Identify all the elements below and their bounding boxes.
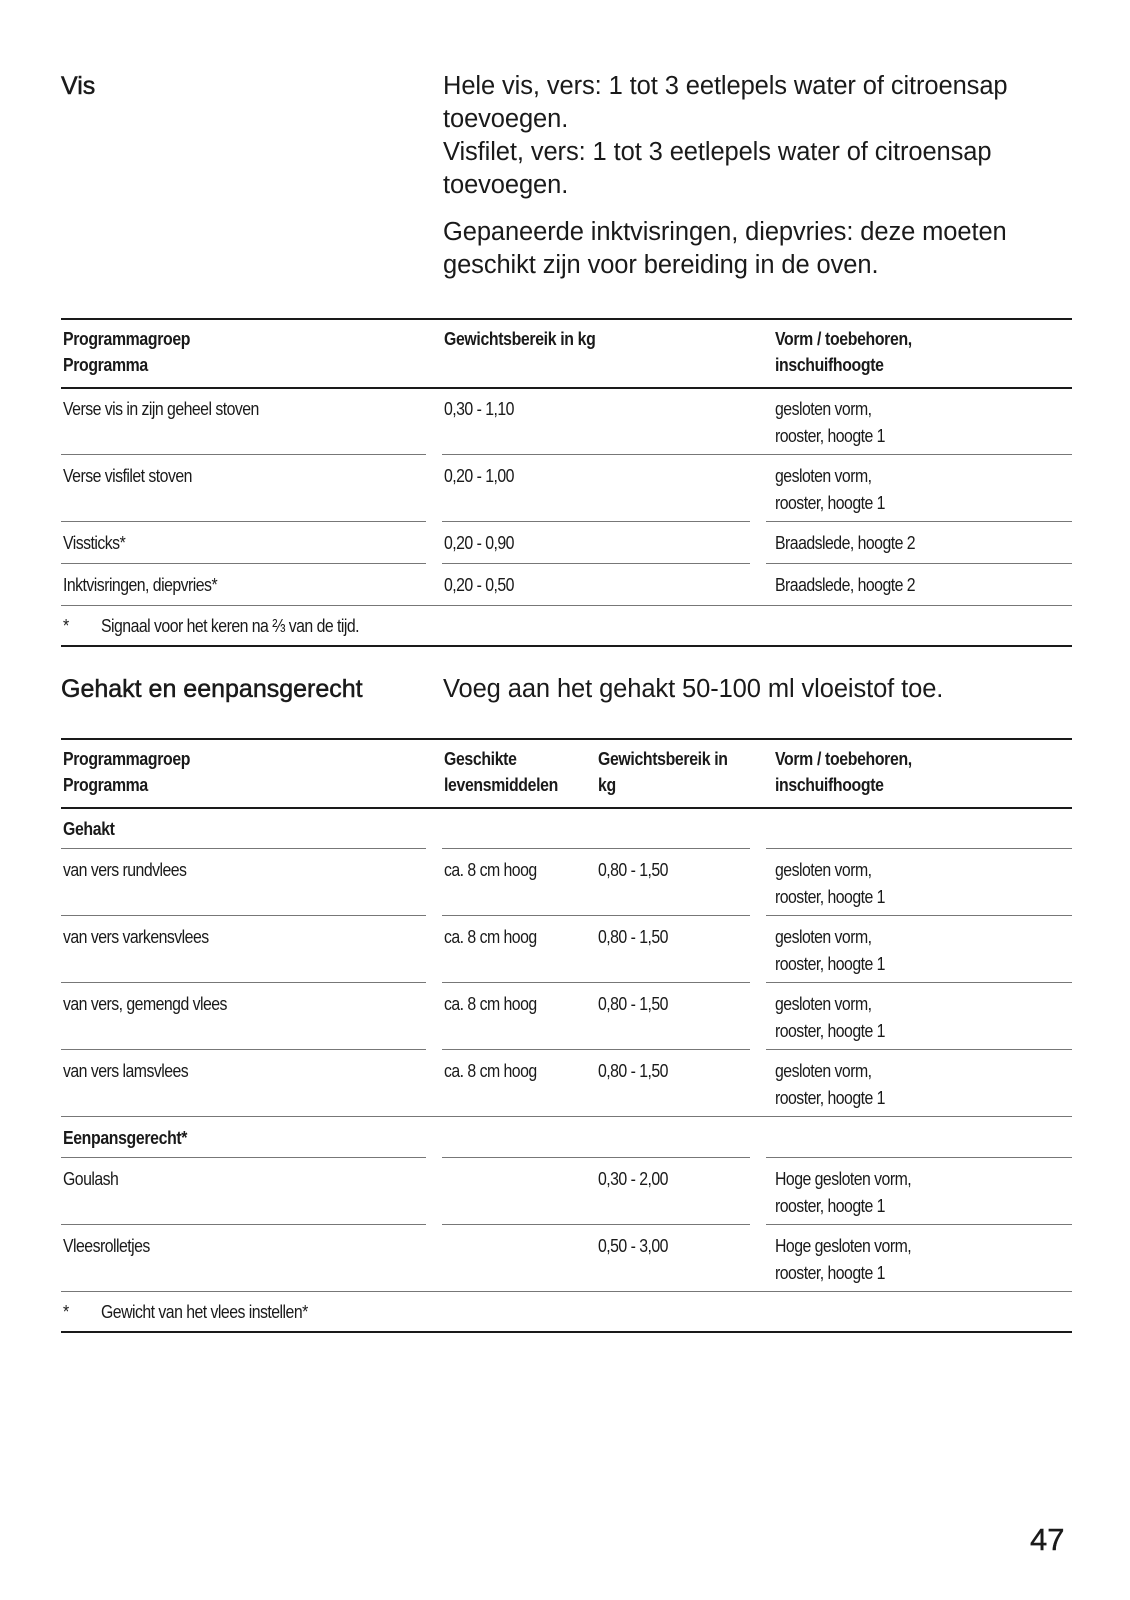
footnote-star: * bbox=[63, 1302, 69, 1322]
table-row-accessory: Hoge gesloten vorm, bbox=[775, 1169, 912, 1189]
row-divider bbox=[442, 982, 750, 983]
table-row-weight: 0,80 - 1,50 bbox=[598, 927, 668, 947]
row-divider bbox=[442, 521, 750, 522]
table-row-name: van vers varkensvlees bbox=[63, 927, 209, 947]
row-divider bbox=[766, 1157, 1072, 1158]
row-divider bbox=[766, 1049, 1072, 1050]
table-row-accessory: gesloten vorm, bbox=[775, 1061, 872, 1081]
table-row-weight: 0,80 - 1,50 bbox=[598, 860, 668, 880]
row-divider bbox=[442, 454, 1072, 455]
table-row-accessory: Braadslede, hoogte 2 bbox=[775, 575, 916, 595]
vis-intro-line: Gepaneerde inktvisringen, diepvries: deze moeten bbox=[443, 218, 1007, 246]
table-row-accessory: gesloten vorm, bbox=[775, 994, 872, 1014]
vis-intro-paragraph-2 bbox=[443, 216, 1083, 282]
table-row-accessory: rooster, hoogte 1 bbox=[775, 1088, 885, 1108]
table-row-food: ca. 8 cm hoog bbox=[444, 994, 537, 1014]
header-programmagroep: Programmagroep bbox=[63, 749, 191, 769]
footnote-text: Gewicht van het vlees instellen* bbox=[101, 1302, 308, 1322]
header-geschikte: Geschikte bbox=[444, 749, 517, 769]
row-divider bbox=[61, 848, 426, 849]
vis-table bbox=[61, 318, 1072, 648]
table-row-name: Vleesrolletjes bbox=[63, 1236, 150, 1256]
table-row-food: ca. 8 cm hoog bbox=[444, 927, 537, 947]
table-row-weight: 0,20 - 0,50 bbox=[444, 575, 514, 595]
table-row-accessory: Hoge gesloten vorm, bbox=[775, 1236, 912, 1256]
row-divider bbox=[61, 1224, 426, 1225]
row-divider bbox=[61, 521, 426, 522]
header-programma: Programma bbox=[63, 775, 148, 795]
group-label-eenpansgerecht: Eenpansgerecht* bbox=[63, 1128, 188, 1148]
table-row-weight: 0,30 - 2,00 bbox=[598, 1169, 668, 1189]
row-divider bbox=[442, 1157, 750, 1158]
table-row-accessory: rooster, hoogte 1 bbox=[775, 493, 885, 513]
table-row-name: Goulash bbox=[63, 1169, 119, 1189]
vis-intro bbox=[443, 70, 1083, 282]
row-divider bbox=[61, 563, 426, 564]
row-divider bbox=[61, 454, 426, 455]
table-row-accessory: rooster, hoogte 1 bbox=[775, 954, 885, 974]
table-row-name: van vers, gemengd vlees bbox=[63, 994, 227, 1014]
table-row-accessory: gesloten vorm, bbox=[775, 466, 872, 486]
table-row-name: van vers rundvlees bbox=[63, 860, 187, 880]
header-levensmiddelen: levensmiddelen bbox=[444, 775, 558, 795]
row-divider bbox=[442, 563, 750, 564]
table-bottom-rule bbox=[61, 1331, 1072, 1333]
table-row-weight: 0,50 - 3,00 bbox=[598, 1236, 668, 1256]
vis-intro-line: Visfilet, vers: 1 tot 3 eetlepels water of citroensap bbox=[443, 138, 992, 166]
table-row-name: Verse visfilet stoven bbox=[63, 466, 192, 486]
row-divider bbox=[766, 982, 1072, 983]
table-row-name: van vers lamsvlees bbox=[63, 1061, 189, 1081]
header-gewichtsbereik: Gewichtsbereik in bbox=[598, 749, 728, 769]
table-row-accessory: gesloten vorm, bbox=[775, 399, 872, 419]
row-divider bbox=[61, 915, 426, 916]
table-bottom-rule bbox=[61, 645, 1072, 647]
row-divider bbox=[61, 1049, 426, 1050]
table-row-accessory: Braadslede, hoogte 2 bbox=[775, 533, 916, 553]
gehakt-intro bbox=[443, 673, 1083, 706]
row-divider bbox=[61, 605, 1072, 606]
row-divider bbox=[442, 1224, 750, 1225]
row-divider bbox=[442, 915, 750, 916]
row-divider bbox=[766, 563, 1072, 564]
vis-intro-line: Hele vis, vers: 1 tot 3 eetlepels water of citroensap bbox=[443, 72, 1008, 100]
row-divider bbox=[766, 521, 1072, 522]
row-divider bbox=[766, 848, 1072, 849]
table-row-accessory: rooster, hoogte 1 bbox=[775, 1196, 885, 1216]
table-top-rule bbox=[61, 318, 1072, 320]
table-row-food: ca. 8 cm hoog bbox=[444, 1061, 537, 1081]
header-vorm-toebehoren: Vorm / toebehoren, bbox=[775, 329, 912, 349]
vis-intro-line: geschikt zijn voor bereiding in de oven. bbox=[443, 251, 879, 279]
header-gewichtsbereik: Gewichtsbereik in kg bbox=[444, 329, 596, 349]
table-row-name: Inktvisringen, diepvries* bbox=[63, 575, 218, 595]
row-divider bbox=[766, 915, 1072, 916]
table-top-rule bbox=[61, 738, 1072, 740]
row-divider bbox=[442, 1049, 750, 1050]
row-divider bbox=[766, 1224, 1072, 1225]
table-row-accessory: rooster, hoogte 1 bbox=[775, 1263, 885, 1283]
header-inschuifhoogte: inschuifhoogte bbox=[775, 775, 884, 795]
table-row-weight: 0,20 - 0,90 bbox=[444, 533, 514, 553]
footnote-text: Signaal voor het keren na ⅔ van de tijd. bbox=[101, 616, 360, 636]
gehakt-intro-text: Voeg aan het gehakt 50-100 ml vloeistof toe. bbox=[443, 675, 944, 703]
row-divider bbox=[61, 1157, 426, 1158]
section-title-gehakt: Gehakt en eenpansgerecht bbox=[61, 675, 363, 703]
row-divider bbox=[61, 1116, 1072, 1117]
table-row-weight: 0,20 - 1,00 bbox=[444, 466, 514, 486]
header-bottom-rule bbox=[61, 807, 1072, 809]
row-divider bbox=[61, 1291, 1072, 1292]
table-row-accessory: rooster, hoogte 1 bbox=[775, 426, 885, 446]
header-bottom-rule bbox=[61, 387, 1072, 389]
footnote-star: * bbox=[63, 616, 69, 636]
row-divider bbox=[442, 848, 750, 849]
table-row-weight: 0,30 - 1,10 bbox=[444, 399, 514, 419]
table-row-accessory: gesloten vorm, bbox=[775, 860, 872, 880]
vis-intro-line: toevoegen. bbox=[443, 105, 569, 133]
group-label-gehakt: Gehakt bbox=[63, 819, 115, 839]
header-programma: Programma bbox=[63, 355, 148, 375]
header-kg: kg bbox=[598, 775, 616, 795]
table-row-accessory: rooster, hoogte 1 bbox=[775, 1021, 885, 1041]
header-programmagroep: Programmagroep bbox=[63, 329, 191, 349]
vis-intro-line: toevoegen. bbox=[443, 171, 569, 199]
page-number: 47 bbox=[1030, 1522, 1065, 1557]
table-row-accessory: rooster, hoogte 1 bbox=[775, 887, 885, 907]
table-row-weight: 0,80 - 1,50 bbox=[598, 994, 668, 1014]
vis-intro-paragraph-1 bbox=[443, 70, 1083, 202]
section-title-vis: Vis bbox=[61, 72, 96, 100]
header-inschuifhoogte: inschuifhoogte bbox=[775, 355, 884, 375]
table-row-accessory: gesloten vorm, bbox=[775, 927, 872, 947]
row-divider bbox=[61, 982, 426, 983]
table-row-weight: 0,80 - 1,50 bbox=[598, 1061, 668, 1081]
gehakt-table bbox=[61, 738, 1072, 1338]
table-row-food: ca. 8 cm hoog bbox=[444, 860, 537, 880]
table-row-name: Vissticks* bbox=[63, 533, 126, 553]
table-row-name: Verse vis in zijn geheel stoven bbox=[63, 399, 259, 419]
header-vorm-toebehoren: Vorm / toebehoren, bbox=[775, 749, 912, 769]
